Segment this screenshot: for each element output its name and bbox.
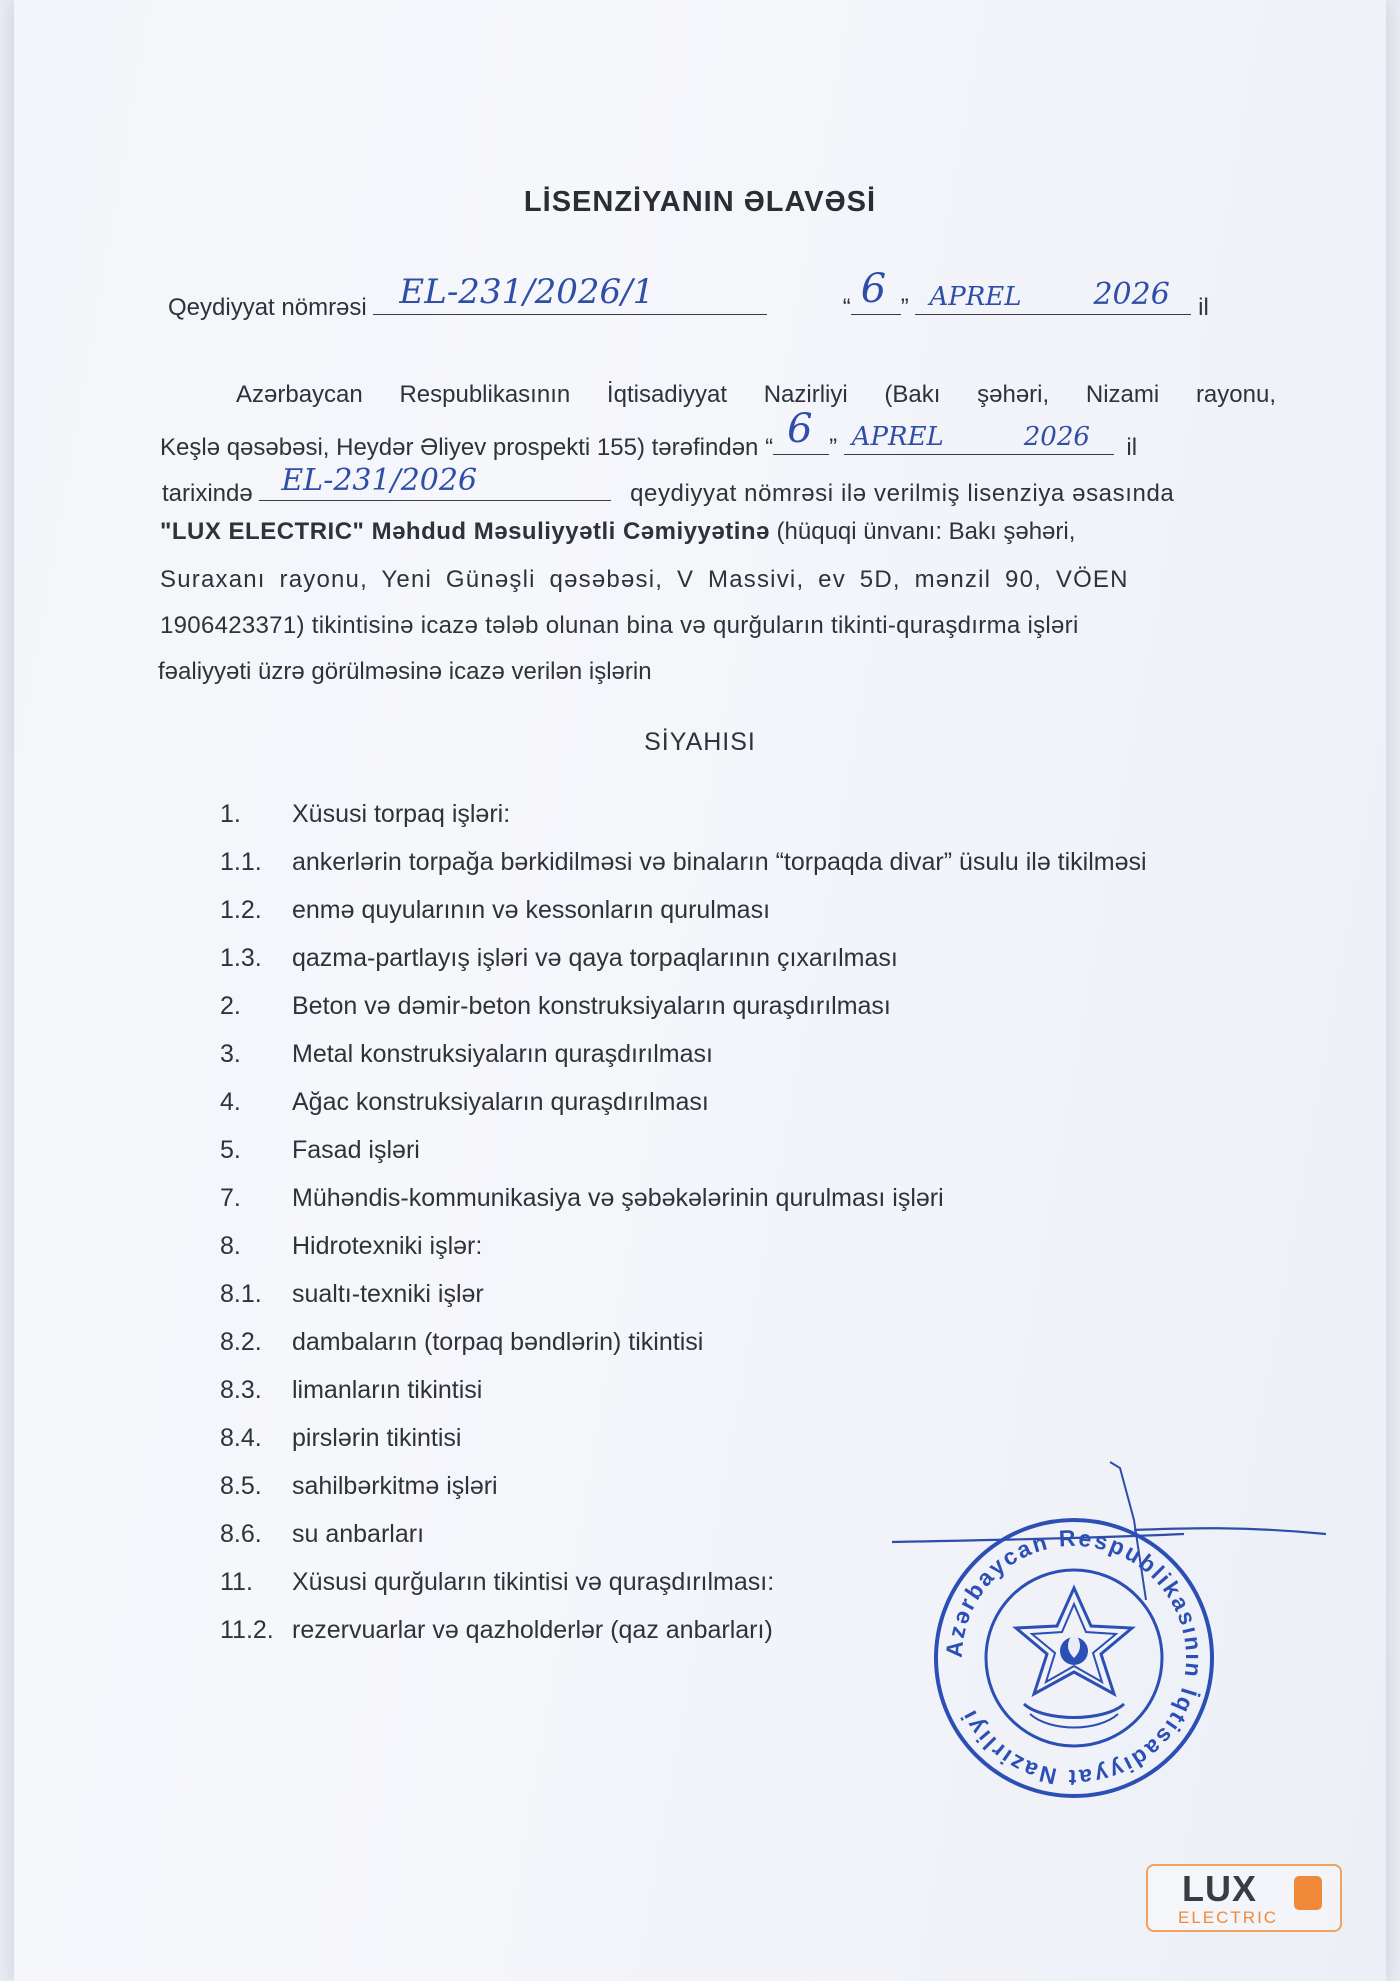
company-logo (1146, 1864, 1342, 1932)
registration-month-handwritten: APREL (929, 282, 1022, 312)
paragraph-line-7: fəaliyyəti üzrə görülməsinə icazə verilən işlərin (158, 658, 652, 685)
paragraph-day-handwritten: 6 (787, 406, 813, 452)
registration-year-field (1079, 277, 1191, 315)
seal-ring-text: Azərbaycan Respublikasının İqtisadiyyat Nazirliyi (940, 1524, 1208, 1792)
paragraph-line-2-text: Keşlə qəsəbəsi, Heydər Əliyev prospekti 155) tərəfindən (160, 434, 759, 461)
paragraph-month-handwritten: APREL (851, 422, 944, 452)
registration-label: Qeydiyyat nömrəsi (168, 294, 367, 321)
registration-il: il (1198, 294, 1209, 321)
logo-sub-text: ELECTRIC (1178, 1908, 1279, 1927)
registration-month-field (915, 282, 1079, 315)
paragraph-line-3 (162, 463, 1175, 508)
body-paragraph (160, 372, 1276, 418)
list-item: 8.1. sualtı-texniki işlər (220, 1280, 484, 1308)
document-title: LİSENZİYANIN ƏLAVƏSİ (523, 186, 877, 218)
list-item: 7. Mühəndis-kommunikasiya və şəbəkələrinin qurulması işləri (220, 1184, 944, 1212)
list-item: 1.2. enmə quyularının və kessonların qurulması (220, 896, 771, 924)
list-item: 8. Hidrotexniki işlər: (220, 1232, 483, 1260)
list-item: 11.2. rezervuarlar və qazholderlər (qaz anbarları) (220, 1616, 773, 1644)
list-item: 8.3. limanların tikintisi (220, 1376, 483, 1404)
paragraph-day-field (773, 406, 829, 455)
paragraph-line-4-rest: (hüquqi ünvanı: Bakı şəhəri, (776, 518, 1076, 545)
document-page (14, 0, 1386, 1981)
registration-number-handwritten: EL-231/2026/1 (399, 272, 655, 312)
paragraph-line-1: Azərbaycan Respublikasının İqtisadiyyat Nazirliyi (Bakı şəhəri, Nizami rayonu, (236, 381, 1276, 408)
list-item: 8.5. sahilbərkitmə işləri (220, 1472, 498, 1500)
list-item: 1.3. qazma-partlayış işləri və qaya torpaqlarının çıxarılması (220, 944, 898, 972)
list-item: 8.6. su anbarları (220, 1520, 425, 1548)
paragraph-year-handwritten: 2026 (1023, 422, 1090, 452)
registration-line: Qeydiyyat nömrəsi EL-231/2026/1 “ 6 ” APREL 2026 il (168, 266, 1209, 321)
list-title: SİYAHISI (644, 728, 756, 756)
paragraph-number-handwritten: EL-231/2026 (281, 463, 478, 498)
paragraph-line-4 (160, 518, 1075, 546)
registration-year-handwritten: 2026 (1093, 277, 1170, 312)
list-item: 3. Metal konstruksiyaların quraşdırılması (220, 1040, 713, 1068)
official-seal-icon (924, 1508, 1224, 1808)
registration-number-field (373, 272, 767, 315)
registration-day-field (851, 266, 901, 315)
list-item: 8.4. pirslərin tikintisi (220, 1424, 462, 1452)
paragraph-month-field (844, 422, 1010, 455)
list-item: 4. Ağac konstruksiyaların quraşdırılması (220, 1088, 709, 1116)
paragraph-line-5: Suraxanı rayonu, Yeni Günəşli qəsəbəsi, V Massivi, ev 5D, mənzil 90, VÖEN (160, 566, 1129, 593)
paragraph-number-field (259, 463, 611, 501)
paragraph-line-2-il: il (1126, 434, 1138, 461)
list-item: 11. Xüsusi qurğuların tikintisi və quraşdırılması: (220, 1568, 775, 1596)
list-item: 8.2. dambaların (torpaq bəndlərin) tikintisi (220, 1328, 704, 1356)
list-item: 1. Xüsusi torpaq işləri: (220, 800, 511, 828)
logo-main-text: LUX (1182, 1868, 1257, 1909)
paragraph-line-6: 1906423371) tikintisinə icazə tələb olunan bina və qurğuların tikinti-quraşdırma işləri (160, 612, 1079, 639)
list-item: 2. Beton və dəmir-beton konstruksiyaların quraşdırılması (220, 992, 891, 1020)
paragraph-line-2: Keşlə qəsəbəsi, Heydər Əliyev prospekti 155) tərəfindən “ 6 ” APREL 2026 il (160, 406, 1138, 461)
paragraph-year-field (1010, 422, 1114, 455)
registration-day-handwritten: 6 (860, 266, 887, 312)
list-item: 1.1. ankerlərin torpağa bərkidilməsi və binaların “torpaqda divar” üsulu ilə tikilməsi (220, 848, 1147, 876)
company-name: "LUX ELECTRIC" Məhdud Məsuliyyətli Cəmiyyətinə (160, 518, 770, 545)
paragraph-line-3-suffix: qeydiyyat nömrəsi ilə verilmiş lisenziya əsasında (630, 480, 1175, 507)
lightning-icon (1294, 1876, 1322, 1910)
paragraph-line-3-prefix: tarixində (162, 480, 253, 507)
list-item: 5. Fasad işləri (220, 1136, 420, 1164)
